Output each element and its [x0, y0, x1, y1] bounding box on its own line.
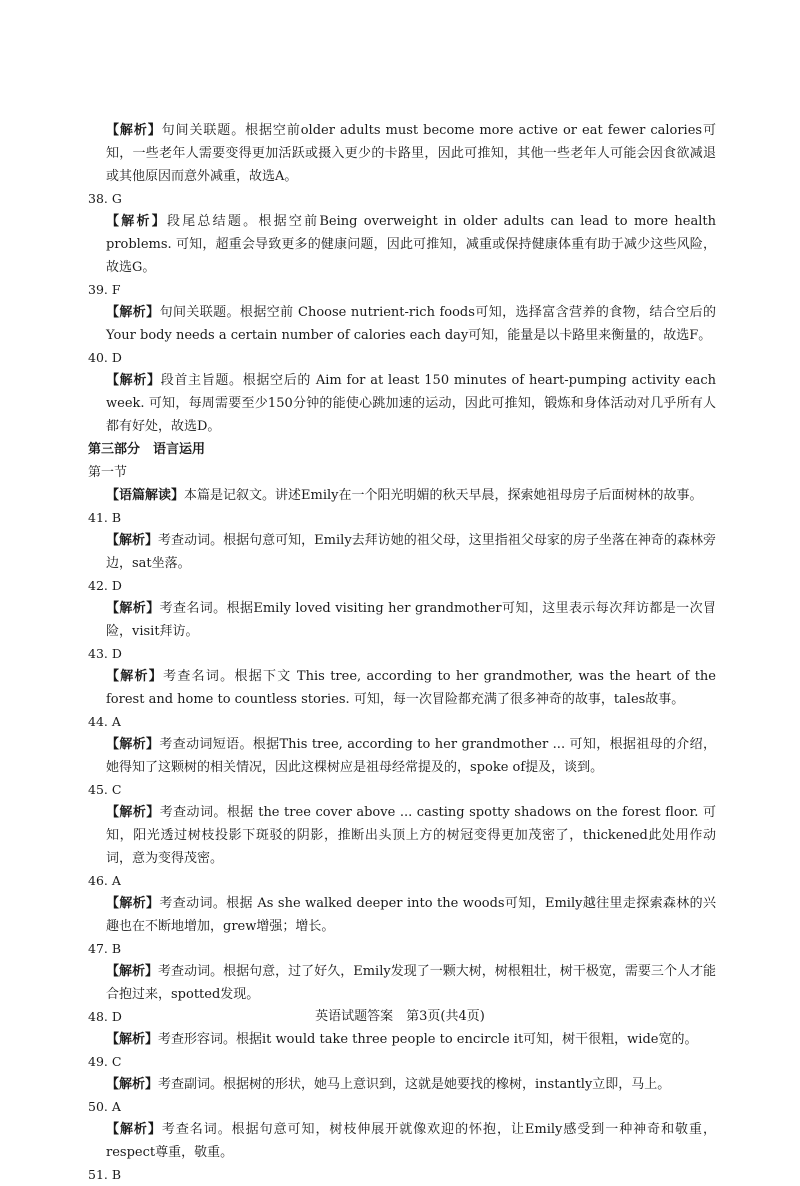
explanation-label: 【解析】 [106, 1077, 159, 1092]
summary-text: 本篇是记叙文。讲述Emily在一个阳光明媚的秋天早晨，探索她祖母房子后面树林的故事。 [184, 488, 703, 503]
answer-number: 42. D [88, 578, 122, 593]
answer-explanation [106, 665, 716, 711]
answer-block-43 [88, 643, 716, 711]
answer-explanation [106, 597, 716, 643]
explanation-text: 考查副词。根据树的形状，她马上意识到，这就是她要找的橡树，instantly立即，马上。 [158, 1077, 671, 1092]
answer-block-38 [88, 188, 716, 279]
answer-number: 38. G [88, 191, 122, 206]
explanation-text: 考查动词。根据 As she walked deeper into the woods可知，Emily越往里走探索森林的兴趣也在不断地增加，grew增强；增长。 [106, 896, 716, 934]
explanation-text: 考查动词。根据句意可知，Emily去拜访她的祖父母，这里指祖父母家的房子坐落在神奇的森林旁边，sat坐落。 [106, 533, 716, 571]
explanation-text: 句间关联题。根据空前older adults must become more active or eat fewer calories可知，一些老年人需要变得更加活跃或摄入更少的卡路里，因此可推知，其他一些老年人可能会因食欲减退或其他原因而意外减重，故选A。 [106, 123, 716, 184]
explanation-text: 考查动词短语。根据This tree, according to her grandmother ... 可知，根据祖母的介绍，她得知了这颗树的相关情况，因此这棵树应是祖母经常提及的，spoke of提及，谈到。 [106, 737, 716, 775]
answer-number: 50. A [88, 1099, 121, 1114]
explanation-label: 【解析】 [106, 533, 159, 548]
answer-explanation [106, 369, 716, 438]
answer-number: 39. F [88, 282, 121, 297]
explanation-text: 考查名词。根据下文 This tree, according to her grandmother, was the heart of the forest and home to countless stories. 可知，每一次冒险都充满了很多神奇的故事，tales故事。 [106, 669, 716, 707]
answer-number: 41. B [88, 510, 122, 525]
answer-number-51: 51. B [88, 1167, 122, 1182]
answer-explanation [106, 960, 716, 1006]
explanation-label: 【解析】 [106, 214, 167, 229]
explanation-text: 段首主旨题。根据空后的 Aim for at least 150 minutes of heart-pumping activity each week. 可知，每周需要至少150分钟的能使心跳加速的运动，因此可推知，锻炼和身体活动对几乎所有人都有好处，故选D。 [106, 373, 716, 434]
explanation-text: 考查名词。根据Emily loved visiting her grandmother可知，这里表示每次拜访都是一次冒险，visit拜访。 [106, 601, 716, 639]
section-title: 第三部分 语言运用 [88, 442, 206, 457]
explanation-text: 句间关联题。根据空前 Choose nutrient-rich foods可知，选择富含营养的食物，结合空后的 Your body needs a certain number of calories each day可知，能量是以卡路里来衡量的，故选F。 [106, 305, 716, 343]
answer-explanation [106, 210, 716, 279]
explanation-label: 【解析】 [106, 805, 160, 820]
section-subtitle: 第一节 [88, 465, 128, 480]
answer-explanation [106, 892, 716, 938]
summary-label: 【语篇解读】 [106, 488, 185, 503]
answer-block-45 [88, 779, 716, 870]
answer-number: 43. D [88, 646, 122, 661]
explanation-label: 【解析】 [106, 964, 159, 979]
intro-explanation [106, 119, 716, 188]
explanation-text: 段尾总结题。根据空前Being overweight in older adults can lead to more health problems. 可知，超重会导致更多的健康问题，因此可推知，减重或保持健康体重有助于减少这些风险，故选G。 [106, 214, 716, 275]
passage-summary [106, 484, 716, 507]
explanation-label: 【解析】 [106, 373, 161, 388]
answer-number: 40. D [88, 350, 122, 365]
answer-explanation [106, 1073, 716, 1096]
explanation-label: 【解析】 [106, 1032, 159, 1047]
explanation-text: 考查名词。根据句意可知，树枝伸展开就像欢迎的怀抱，让Emily感受到一种神奇和敬重，respect尊重，敬重。 [106, 1122, 716, 1160]
explanation-text: 考查动词。根据句意，过了好久，Emily发现了一颗大树，树根粗壮，树干极宽，需要三个人才能合抱过来，spotted发现。 [106, 964, 716, 1002]
answer-explanation [106, 733, 716, 779]
answer-block-40 [88, 347, 716, 438]
answer-block-44 [88, 711, 716, 779]
explanation-label: 【解析】 [106, 305, 160, 320]
answer-explanation [106, 1028, 716, 1051]
answer-number: 48. D [88, 1009, 122, 1024]
explanation-text: 考查动词。根据 the tree cover above ... casting spotty shadows on the forest floor. 可知，阳光透过树枝投影下斑驳的阴影，推断出头顶上方的树冠变得更加茂密了，thickened此处用作动词，意为变得茂密。 [106, 805, 716, 866]
explanation-label: 【解析】 [106, 896, 160, 911]
answer-block-42 [88, 575, 716, 643]
page-footer: 英语试题答案 第3页(共4页) [315, 1009, 485, 1024]
answer-block-50 [88, 1096, 716, 1164]
answer-block-46 [88, 870, 716, 938]
explanation-label: 【解析】 [106, 669, 164, 684]
answer-number: 44. A [88, 714, 121, 729]
answer-block-39 [88, 279, 716, 347]
answer-content [88, 119, 716, 1186]
answer-explanation [106, 529, 716, 575]
answer-number: 46. A [88, 873, 121, 888]
answer-number: 47. B [88, 941, 122, 956]
answer-explanation [106, 301, 716, 347]
answer-block-41 [88, 507, 716, 575]
answer-number: 49. C [88, 1054, 122, 1069]
answer-number: 45. C [88, 782, 122, 797]
explanation-label: 【解析】 [106, 601, 160, 616]
answer-block-49 [88, 1051, 716, 1096]
explanation-label: 【解析】 [106, 123, 162, 138]
answer-block-47 [88, 938, 716, 1006]
explanation-label: 【解析】 [106, 1122, 162, 1137]
explanation-text: 考查形容词。根据it would take three people to encircle it可知，树干很粗，wide宽的。 [158, 1032, 698, 1047]
answer-explanation [106, 1118, 716, 1164]
answer-explanation [106, 801, 716, 870]
explanation-label: 【解析】 [106, 737, 160, 752]
